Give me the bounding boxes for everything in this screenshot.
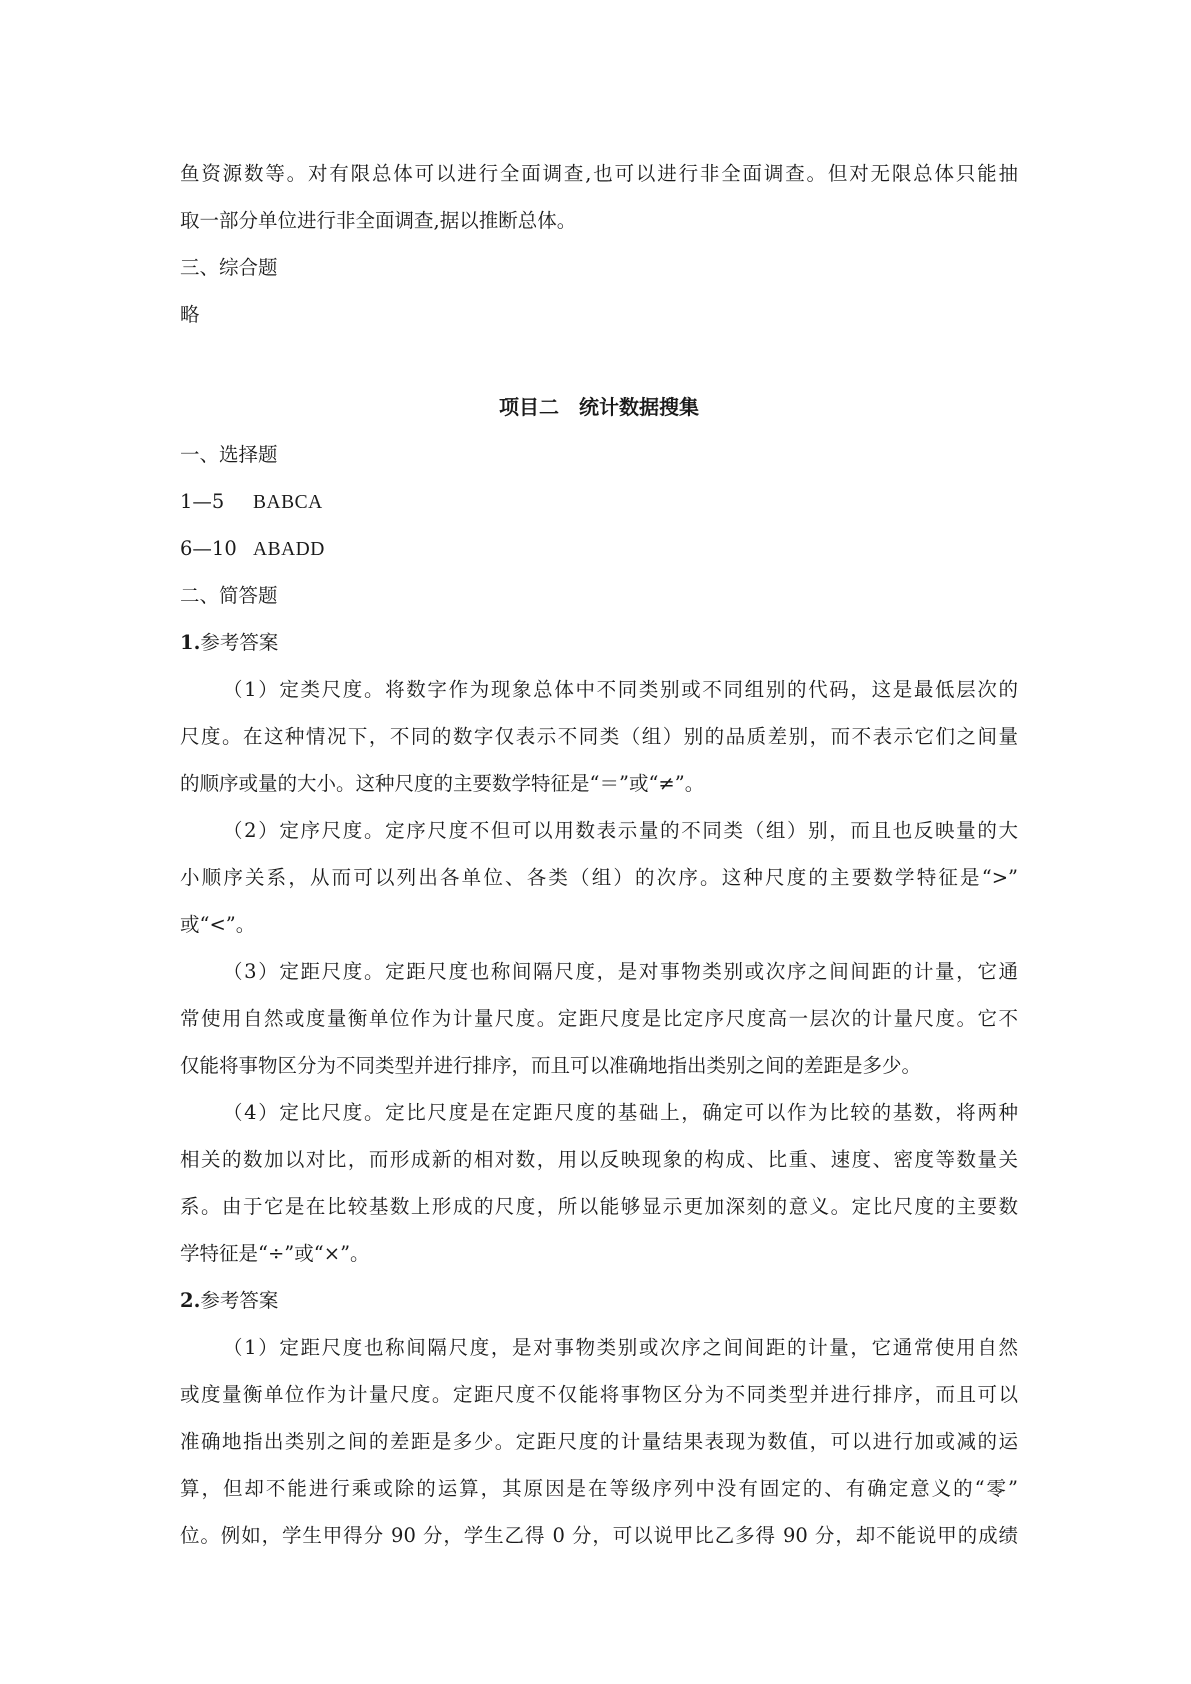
q1-p4-line-1: （4）定比尺度。定比尺度是在定距尺度的基础上，确定可以作为比较的基数，将两种 [223,1101,1018,1124]
q1-p3-line-3: 仅能将事物区分为不同类型并进行排序，而且可以准确地指出类别之间的差距是多少。 [180,1054,922,1077]
q2-label: 参考答案 [200,1289,279,1312]
q2-heading [180,1277,1018,1324]
document-page [180,150,1018,1559]
choice-section-title: 一、选择题 [180,443,278,466]
spacer [180,338,1018,384]
short-answer-section-title: 二、简答题 [180,584,278,607]
q1-p2-line-1: （2）定序尺度。定序尺度不但可以用数表示量的不同类（组）别，而且也反映量的大 [223,819,1018,842]
intro-line-1: 鱼资源数等。对有限总体可以进行全面调查,也可以进行非全面调查。但对无限总体只能抽 [180,162,1018,185]
q1-p4-line-4: 学特征是“÷”或“×”。 [180,1242,370,1265]
q2-p1-line-2: 或度量衡单位作为计量尺度。定距尺度不仅能将事物区分为不同类型并进行排序，而且可以 [180,1383,1018,1406]
q1-label: 参考答案 [200,631,279,654]
q1-p1-line-1: （1）定类尺度。将数字作为现象总体中不同类别或不同组别的代码，这是最低层次的 [223,678,1018,701]
q2-p1-line-1: （1）定距尺度也称间隔尺度，是对事物类别或次序之间间距的计量，它通常使用自然 [223,1336,1018,1359]
q1-p1-line-2: 尺度。在这种情况下，不同的数字仅表示不同类（组）别的品质差别，而不表示它们之间量 [180,725,1018,748]
q1-number: 1. [180,631,201,654]
project-heading: 项目二 统计数据搜集 [499,395,699,419]
q2-p1-line-5: 位。例如，学生甲得分 90 分，学生乙得 0 分，可以说甲比乙多得 90 分，却不能说甲的成绩 [180,1524,1018,1547]
q1-p3-line-1: （3）定距尺度。定距尺度也称间隔尺度，是对事物类别或次序之间间距的计量，它通 [223,960,1018,983]
q1-p4-line-3: 系。由于它是在比较基数上形成的尺度，所以能够显示更加深刻的意义。定比尺度的主要数 [180,1195,1018,1218]
q2-p1-line-3: 准确地指出类别之间的差距是多少。定距尺度的计量结果表现为数值，可以进行加或减的运 [180,1430,1018,1453]
q1-p4-line-2: 相关的数加以对比，而形成新的相对数，用以反映现象的构成、比重、速度、密度等数量关 [180,1148,1018,1171]
q2-number: 2. [180,1289,201,1312]
choice-answer-row [180,478,1018,525]
answer-letters: BABCA [253,492,323,513]
q1-p2-line-3: 或“<”。 [180,913,256,936]
section-three-title: 三、综合题 [180,256,278,279]
answer-letters: ABADD [253,539,325,560]
section-three-content: 略 [180,303,200,326]
choice-answer-row [180,525,1018,572]
answer-range: 6—10 [180,537,237,560]
q1-p1-line-3: 的顺序或量的大小。这种尺度的主要数学特征是“＝”或“≠”。 [180,772,705,795]
q1-p3-line-2: 常使用自然或度量衡单位作为计量尺度。定距尺度是比定序尺度高一层次的计量尺度。它不 [180,1007,1018,1030]
intro-line-2: 取一部分单位进行非全面调查,据以推断总体。 [180,209,577,232]
q1-p2-line-2: 小顺序关系，从而可以列出各单位、各类（组）的次序。这种尺度的主要数学特征是“>” [180,866,1018,889]
q2-p1-line-4: 算，但却不能进行乘或除的运算，其原因是在等级序列中没有固定的、有确定意义的“零” [180,1477,1018,1500]
answer-range: 1—5 [180,490,225,513]
q1-heading [180,619,1018,666]
